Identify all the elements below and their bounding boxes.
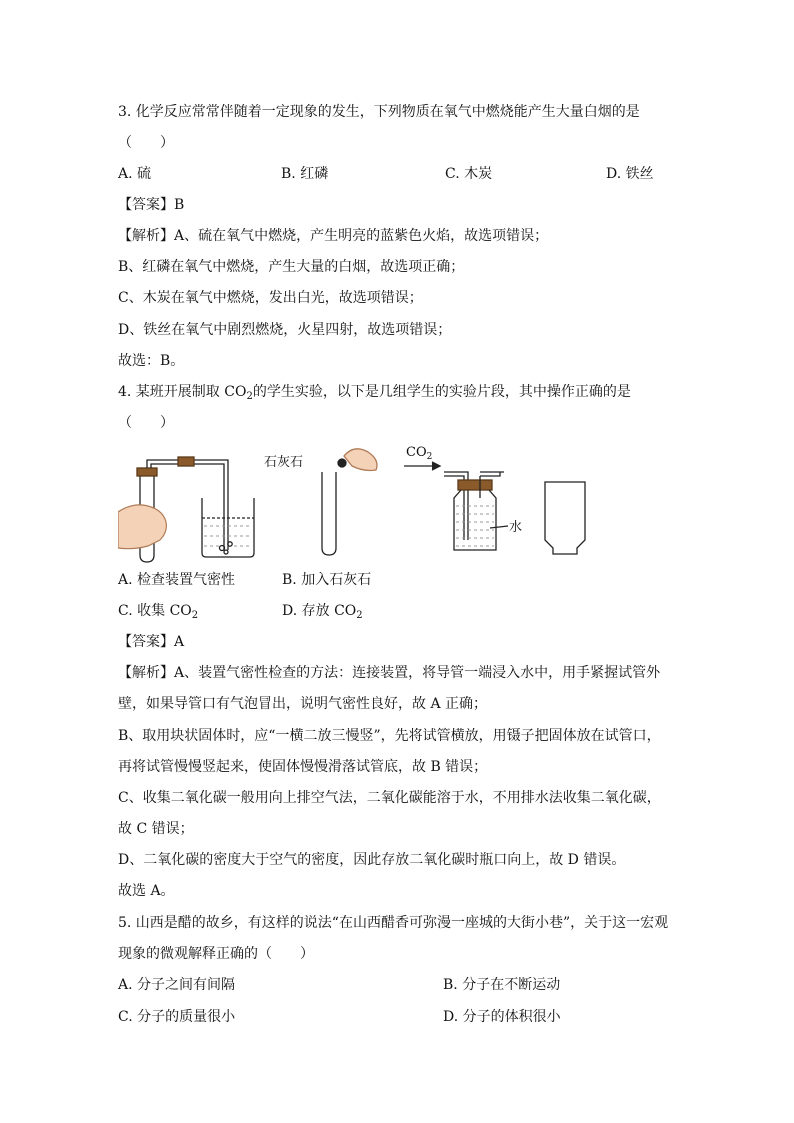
- outlet-tube: [480, 472, 504, 476]
- q3-option-d: D. 铁丝: [606, 166, 654, 182]
- gas-bottle: [454, 490, 496, 550]
- q5-stem: 5. 山西是醋的故乡，有这样的说法“在山西醋香可弥漫一座城的大街小巷”，关于这一宏观: [118, 915, 669, 931]
- q4-stem: 4. 某班开展制取 $CO_2$的学生实验，以下是几组学生的实验片段，其中操作正确的是: [118, 384, 631, 402]
- upright-test-tube: [322, 472, 336, 555]
- q3-paren: （ ）: [118, 135, 174, 151]
- q4-option-c: C. 收集 $CO_2$: [118, 603, 199, 621]
- q4-experiment-figure: [118, 440, 598, 565]
- q4-analysis-line: 再将试管慢慢竖起来，使固体慢慢滑落试管底，故 B 错误；: [118, 759, 488, 775]
- limestone-adding-apparatus: [322, 449, 377, 555]
- label-limestone: 石灰石: [264, 455, 304, 470]
- q3-option-b: B. 红磷: [281, 166, 329, 182]
- water-collection-apparatus: [404, 462, 508, 550]
- gas-bottle-inverted: [545, 482, 585, 554]
- q4-option-b: B. 加入石灰石: [282, 572, 372, 588]
- q4-analysis-line: 故 C 错误；: [118, 821, 194, 837]
- q4-analysis-line: C、收集二氧化碳一般用向上排空气法，二氧化碳能溶于水，不用排水法收集二氧化碳，: [118, 790, 661, 806]
- q4-paren: （ ）: [118, 415, 174, 431]
- q4-analysis-line: 壁，如果导管口有气泡冒出，说明气密性良好，故 A 正确；: [118, 696, 488, 712]
- q3-stem: 3. 化学反应常常伴随着一定现象的发生，下列物质在氧气中燃烧能产生大量白烟的是: [118, 104, 640, 120]
- q3-analysis-line: 故选：B。: [118, 353, 185, 369]
- q3-analysis-line: C、木炭在氧气中燃烧，发出白光，故选项错误；: [118, 290, 423, 306]
- q3-option-a: A. 硫: [118, 166, 152, 182]
- q4-option-d: D. 存放 $CO_2$: [282, 603, 363, 621]
- q5-option-d: D. 分子的体积很小: [443, 1009, 561, 1025]
- bottle-stopper: [458, 480, 492, 490]
- q4-answer: 【答案】A: [118, 634, 185, 650]
- water-pointer: [490, 526, 508, 528]
- q3-analysis-line: 【解析】A、硫在氧气中燃烧，产生明亮的蓝紫色火焰，故选项错误；: [118, 228, 549, 244]
- q4-analysis-line: 故选 A。: [118, 883, 175, 899]
- q5-option-c: C. 分子的质量很小: [118, 1009, 236, 1025]
- label-water: 水: [509, 520, 523, 535]
- label-co2: $CO_2$: [406, 445, 433, 462]
- q3-analysis-line: B、红磷在氧气中燃烧，产生大量的白烟，故选项正确；: [118, 259, 465, 275]
- q3-analysis-line: D、铁丝在氧气中剧烈燃烧，火星四射，故选项错误；: [118, 322, 452, 338]
- hand-icon: [118, 505, 166, 549]
- q3-answer: 【答案】B: [118, 197, 185, 213]
- q5-option-b: B. 分子在不断运动: [443, 977, 561, 993]
- q4-analysis-line: D、二氧化碳的密度大于空气的密度，因此存放二氧化碳时瓶口向上，故 D 错误。: [118, 852, 626, 868]
- q5-option-a: A. 分子之间有间隔: [118, 977, 236, 993]
- q4-option-a: A. 检查装置气密性: [118, 572, 236, 588]
- hand-icon: [344, 449, 377, 471]
- rubber-stopper: [137, 468, 157, 476]
- q3-option-c: C. 木炭: [445, 166, 493, 182]
- rubber-joint: [178, 457, 194, 466]
- q4-analysis-line: 【解析】A、装置气密性检查的方法：连接装置，将导管一端浸入水中，用手紧握试管外: [118, 665, 661, 681]
- q5-stem: 现象的微观解释正确的（ ）: [118, 946, 314, 962]
- limestone-lump: [338, 459, 346, 467]
- q4-analysis-line: B、取用块状固体时，应“一横二放三慢竖”，先将试管横放，用镊子把固体放在试管口，: [118, 728, 661, 744]
